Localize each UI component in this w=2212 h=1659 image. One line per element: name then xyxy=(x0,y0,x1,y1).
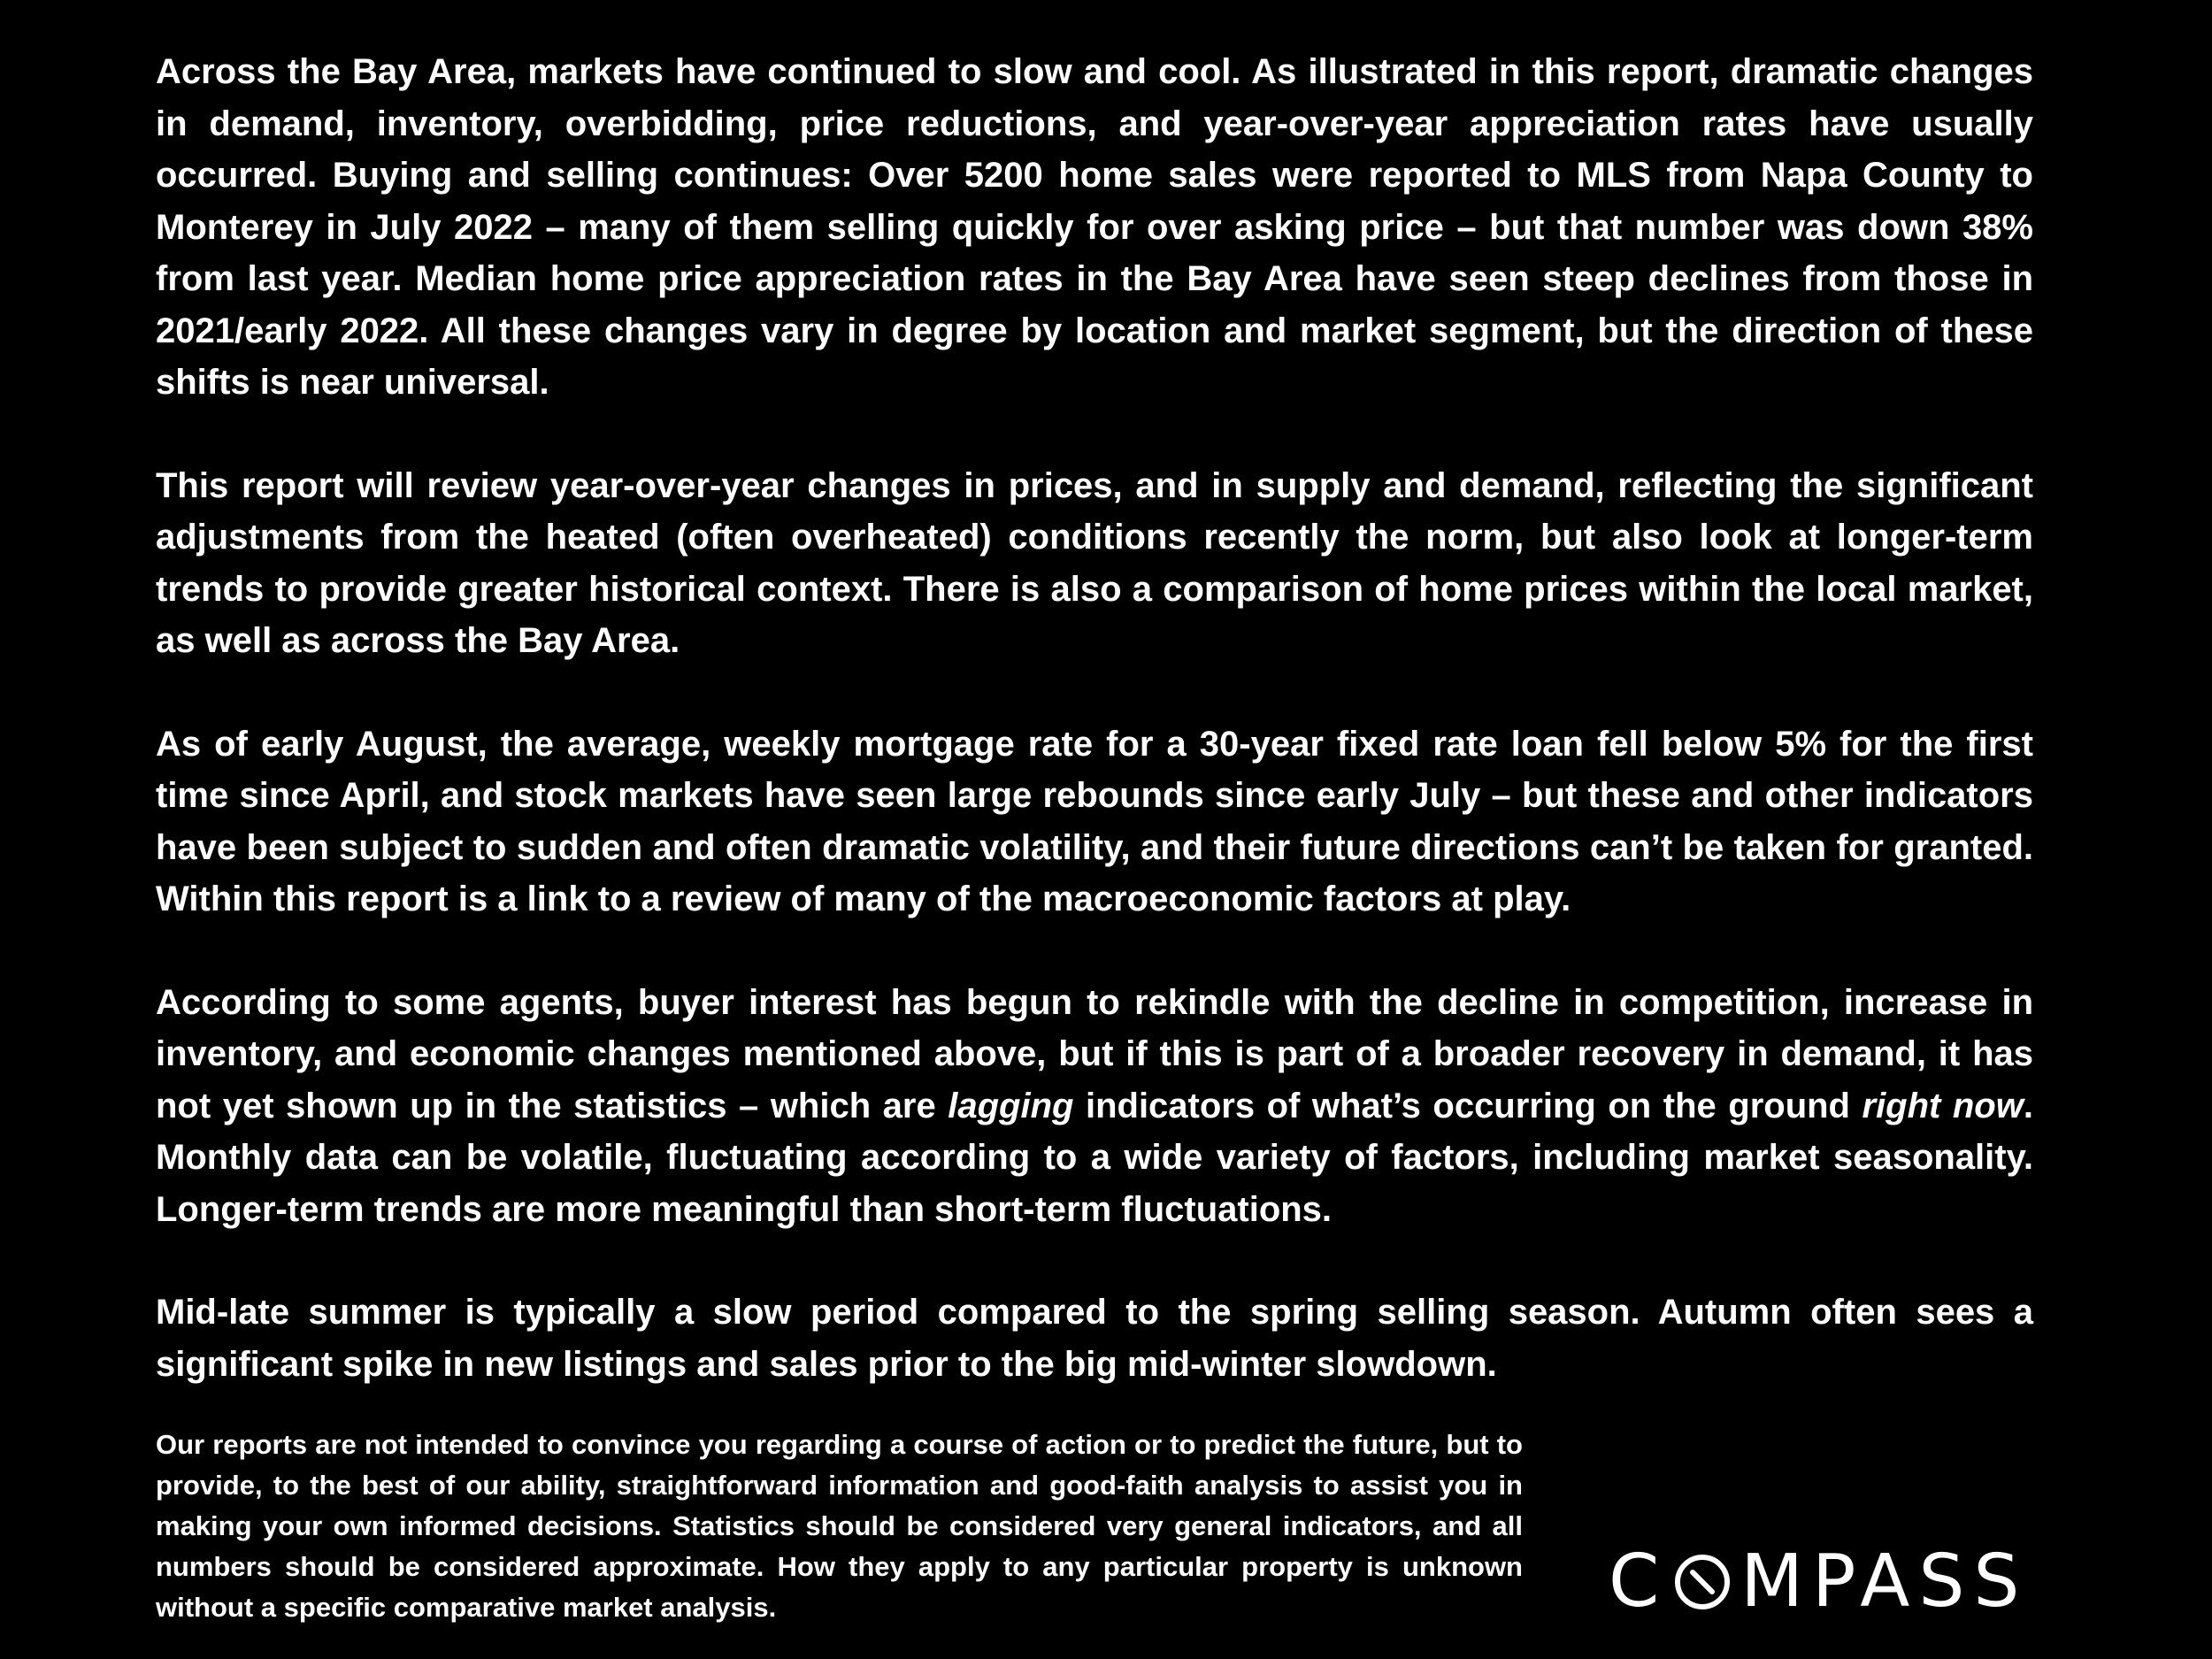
paragraph-text: This report will review year-over-year changes in prices, and in supply and demand, reflecting the significant adjustments from the heated (often overheated) conditions recently the norm, but also look at longer-term trends to provide greater historical context. There is also a comparison of home prices within the local market, as well as across the Bay Area. xyxy=(156,465,2033,660)
logo-prefix: C xyxy=(1609,1540,1669,1624)
paragraph-market-overview xyxy=(156,46,2033,409)
paragraph-text: Across the Bay Area, markets have continued to slow and cool. As illustrated in this report, dramatic changes in demand, inventory, overbidding, price reductions, and year-over-year appreciation rates have usually occurred. Buying and selling continues: Over 5200 home sales were reported to MLS from Napa County to Monterey in July 2022 – many of them selling quickly for over asking price – but that number was down 38% from last year. Median home price appreciation rates in the Bay Area have seen steep declines from those in 2021/early 2022. All these changes vary in degree by location and market segment, but the direction of these shifts is near universal. xyxy=(156,52,2033,402)
paragraph-report-scope xyxy=(156,460,2033,667)
paragraph-mortgage-rates xyxy=(156,718,2033,926)
logo-suffix: MPASS xyxy=(1740,1540,2029,1624)
paragraph-text: As of early August, the average, weekly mortgage rate for a 30-year fixed rate loan fell below 5% for the first time since April, and stock markets have seen large rebounds since early July – but these and other indicators have been subject to sudden and often dramatic volatility, and their future directions can’t be taken for granted. Within this report is a link to a review of many of the macroeconomic factors at play. xyxy=(156,724,2033,918)
compass-o-icon xyxy=(1673,1553,1732,1611)
paragraph-text: indicators of what’s occurring on the ground xyxy=(1073,1086,1863,1125)
paragraph-text: . Monthly data can be volatile, fluctuating according to a wide variety of factors, including market seasonality. Longer-term trends are more meaningful than short-term fluctuations. xyxy=(156,1086,2033,1229)
report-body xyxy=(156,46,2033,1390)
emphasis-text: right now xyxy=(1862,1086,2024,1125)
paragraph-text: Mid-late summer is typically a slow period compared to the spring selling season. Autumn often sees a significant spike in new listings and sales prior to the big mid-winter slowdown. xyxy=(156,1293,2033,1384)
paragraph-seasonality xyxy=(156,1286,2033,1390)
paragraph-text: According to some agents, buyer interest has begun to rekindle with the decline in competition, increase in inventory, and economic changes mentioned above, but if this is part of a broader recovery in demand, it has not yet shown up in the statistics – which are xyxy=(156,982,2033,1125)
paragraph-buyer-interest xyxy=(156,977,2033,1236)
disclaimer-text: Our reports are not intended to convince you regarding a course of action or to predict the future, but to provide, to the best of our ability, straightforward information and good-faith analysis to assist you in making your own informed decisions. Statistics should be considered very general indicators, and all numbers should be considered approximate. How they apply to any particular property is unknown without a specific comparative market analysis. xyxy=(156,1429,1523,1623)
compass-logo xyxy=(1609,1540,2069,1624)
emphasis-text: lagging xyxy=(948,1086,1074,1125)
